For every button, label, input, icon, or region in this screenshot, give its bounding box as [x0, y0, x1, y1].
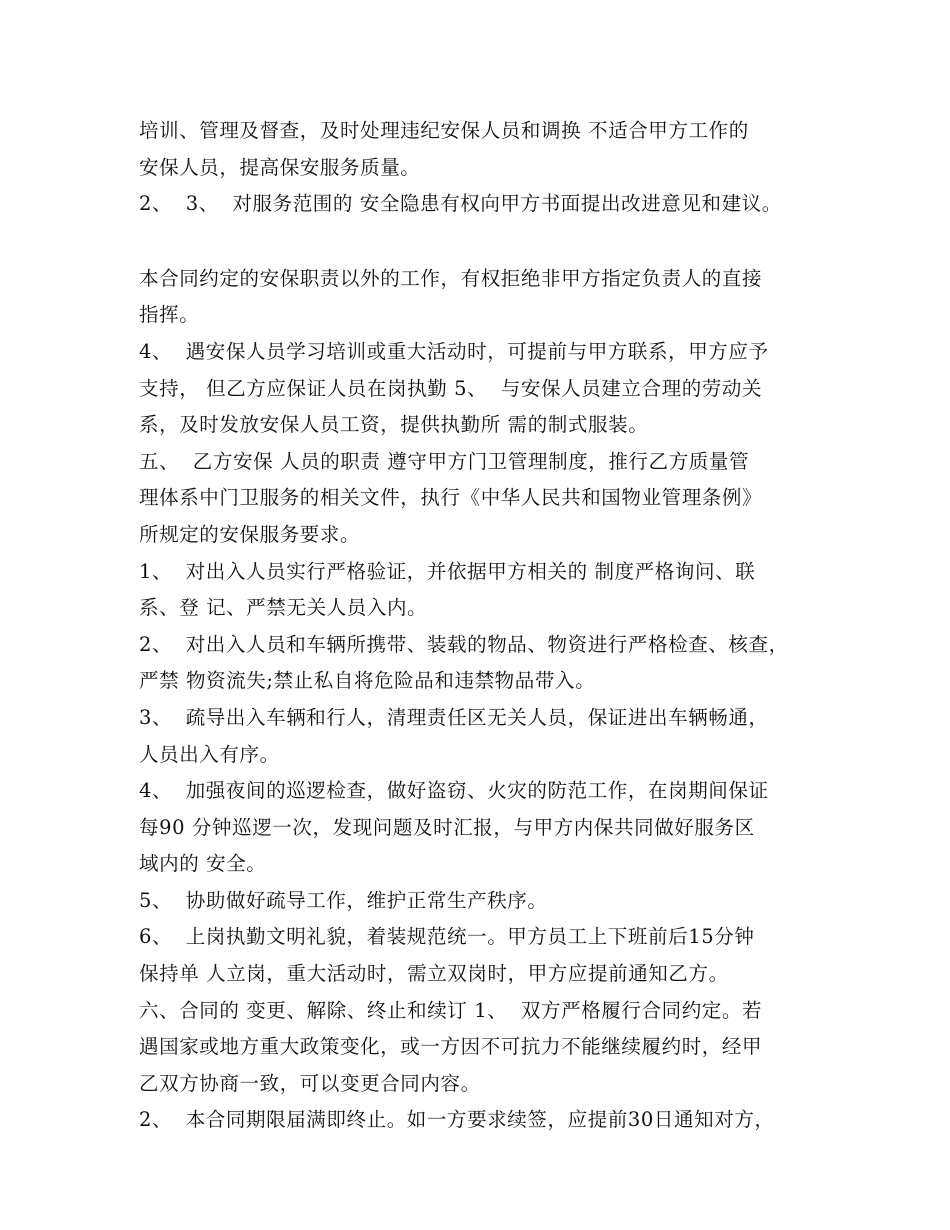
section-heading-line: 五、 乙方安保 人员的职责 遵守甲方门卫管理制度，推行乙方质量管: [139, 449, 750, 473]
paragraph-line: 培训、管理及督查，及时处理违纪安保人员和调换 不适合甲方工作的: [139, 119, 749, 142]
list-item-line: 每90 分钟巡逻一次，发现问题及时汇报，与甲方内保共同做好服务区: [139, 815, 755, 839]
paragraph-line: 4、 遇安保人员学习培训或重大活动时，可提前与甲方联系，甲方应予: [139, 339, 769, 363]
paragraph-line: 理体系中门卫服务的相关文件，执行《中华人民共和国物业管理条例》: [139, 486, 763, 510]
list-item-line: 1、 对出入人员实行严格验证，并依据甲方相关的 制度严格询问、联: [139, 559, 756, 583]
paragraph-line: 安保人员，提高保安服务质量。: [139, 155, 421, 179]
paragraph-line: 本合同约定的安保职责以外的工作，有权拒绝非甲方指定负责人的直接: [139, 266, 763, 290]
paragraph-line: 支持， 但乙方应保证人员在岗执勤 5、 与安保人员建立合理的劳动关: [139, 376, 763, 400]
list-item-line: 系、登 记、严禁无关人员入内。: [139, 596, 428, 620]
document-body: [139, 113, 839, 1139]
paragraph-line: 2、 3、 对服务范围的 安全隐患有权向甲方书面提出改进意见和建议。: [139, 192, 782, 216]
list-item-line: 4、 加强夜间的巡逻检查，做好盗窃、火灾的防范工作，在岗期间保证: [139, 779, 769, 803]
list-item-line: 保持单 人立岗，重大活动时，需立双岗时，甲方应提前通知乙方。: [139, 962, 729, 986]
paragraph-gap: [139, 223, 839, 261]
paragraph-line: 系，及时发放安保人员工资，提供执勤所 需的制式服装。: [139, 413, 649, 437]
paragraph-line: 遇国家或地方重大政策变化，或一方因不可抗力不能继续履约时，经甲: [139, 1035, 763, 1059]
list-item-line: 2、 本合同期限届满即终止。如一方要求续签，应提前30日通知对方，: [139, 1108, 775, 1132]
list-item-line: 6、 上岗执勤文明礼貌，着装规范统一。甲方员工上下班前后15分钟: [139, 925, 755, 949]
list-item-line: 严禁 物资流失;禁止私自将危险品和违禁物品带入。: [139, 669, 596, 693]
list-item-line: 2、 对出入人员和车辆所携带、装载的物品、物资进行严格检查、核查，: [139, 632, 789, 656]
list-item-line: 域内的 安全。: [139, 852, 267, 876]
section-heading-line: 六、合同的 变更、解除、终止和续订 1、 双方严格履行合同约定。若: [139, 998, 763, 1022]
list-item-line: 5、 协助做好疏导工作，维护正常生产秩序。: [139, 888, 548, 912]
paragraph-line: 所规定的安保服务要求。: [139, 522, 361, 546]
list-item-line: 3、 疏导出入车辆和行人，清理责任区无关人员，保证进出车辆畅通，: [139, 705, 769, 729]
paragraph-line: 指挥。: [139, 303, 200, 327]
list-item-line: 人员出入有序。: [139, 742, 280, 766]
paragraph-line: 乙双方协商一致，可以变更合同内容。: [139, 1071, 481, 1095]
